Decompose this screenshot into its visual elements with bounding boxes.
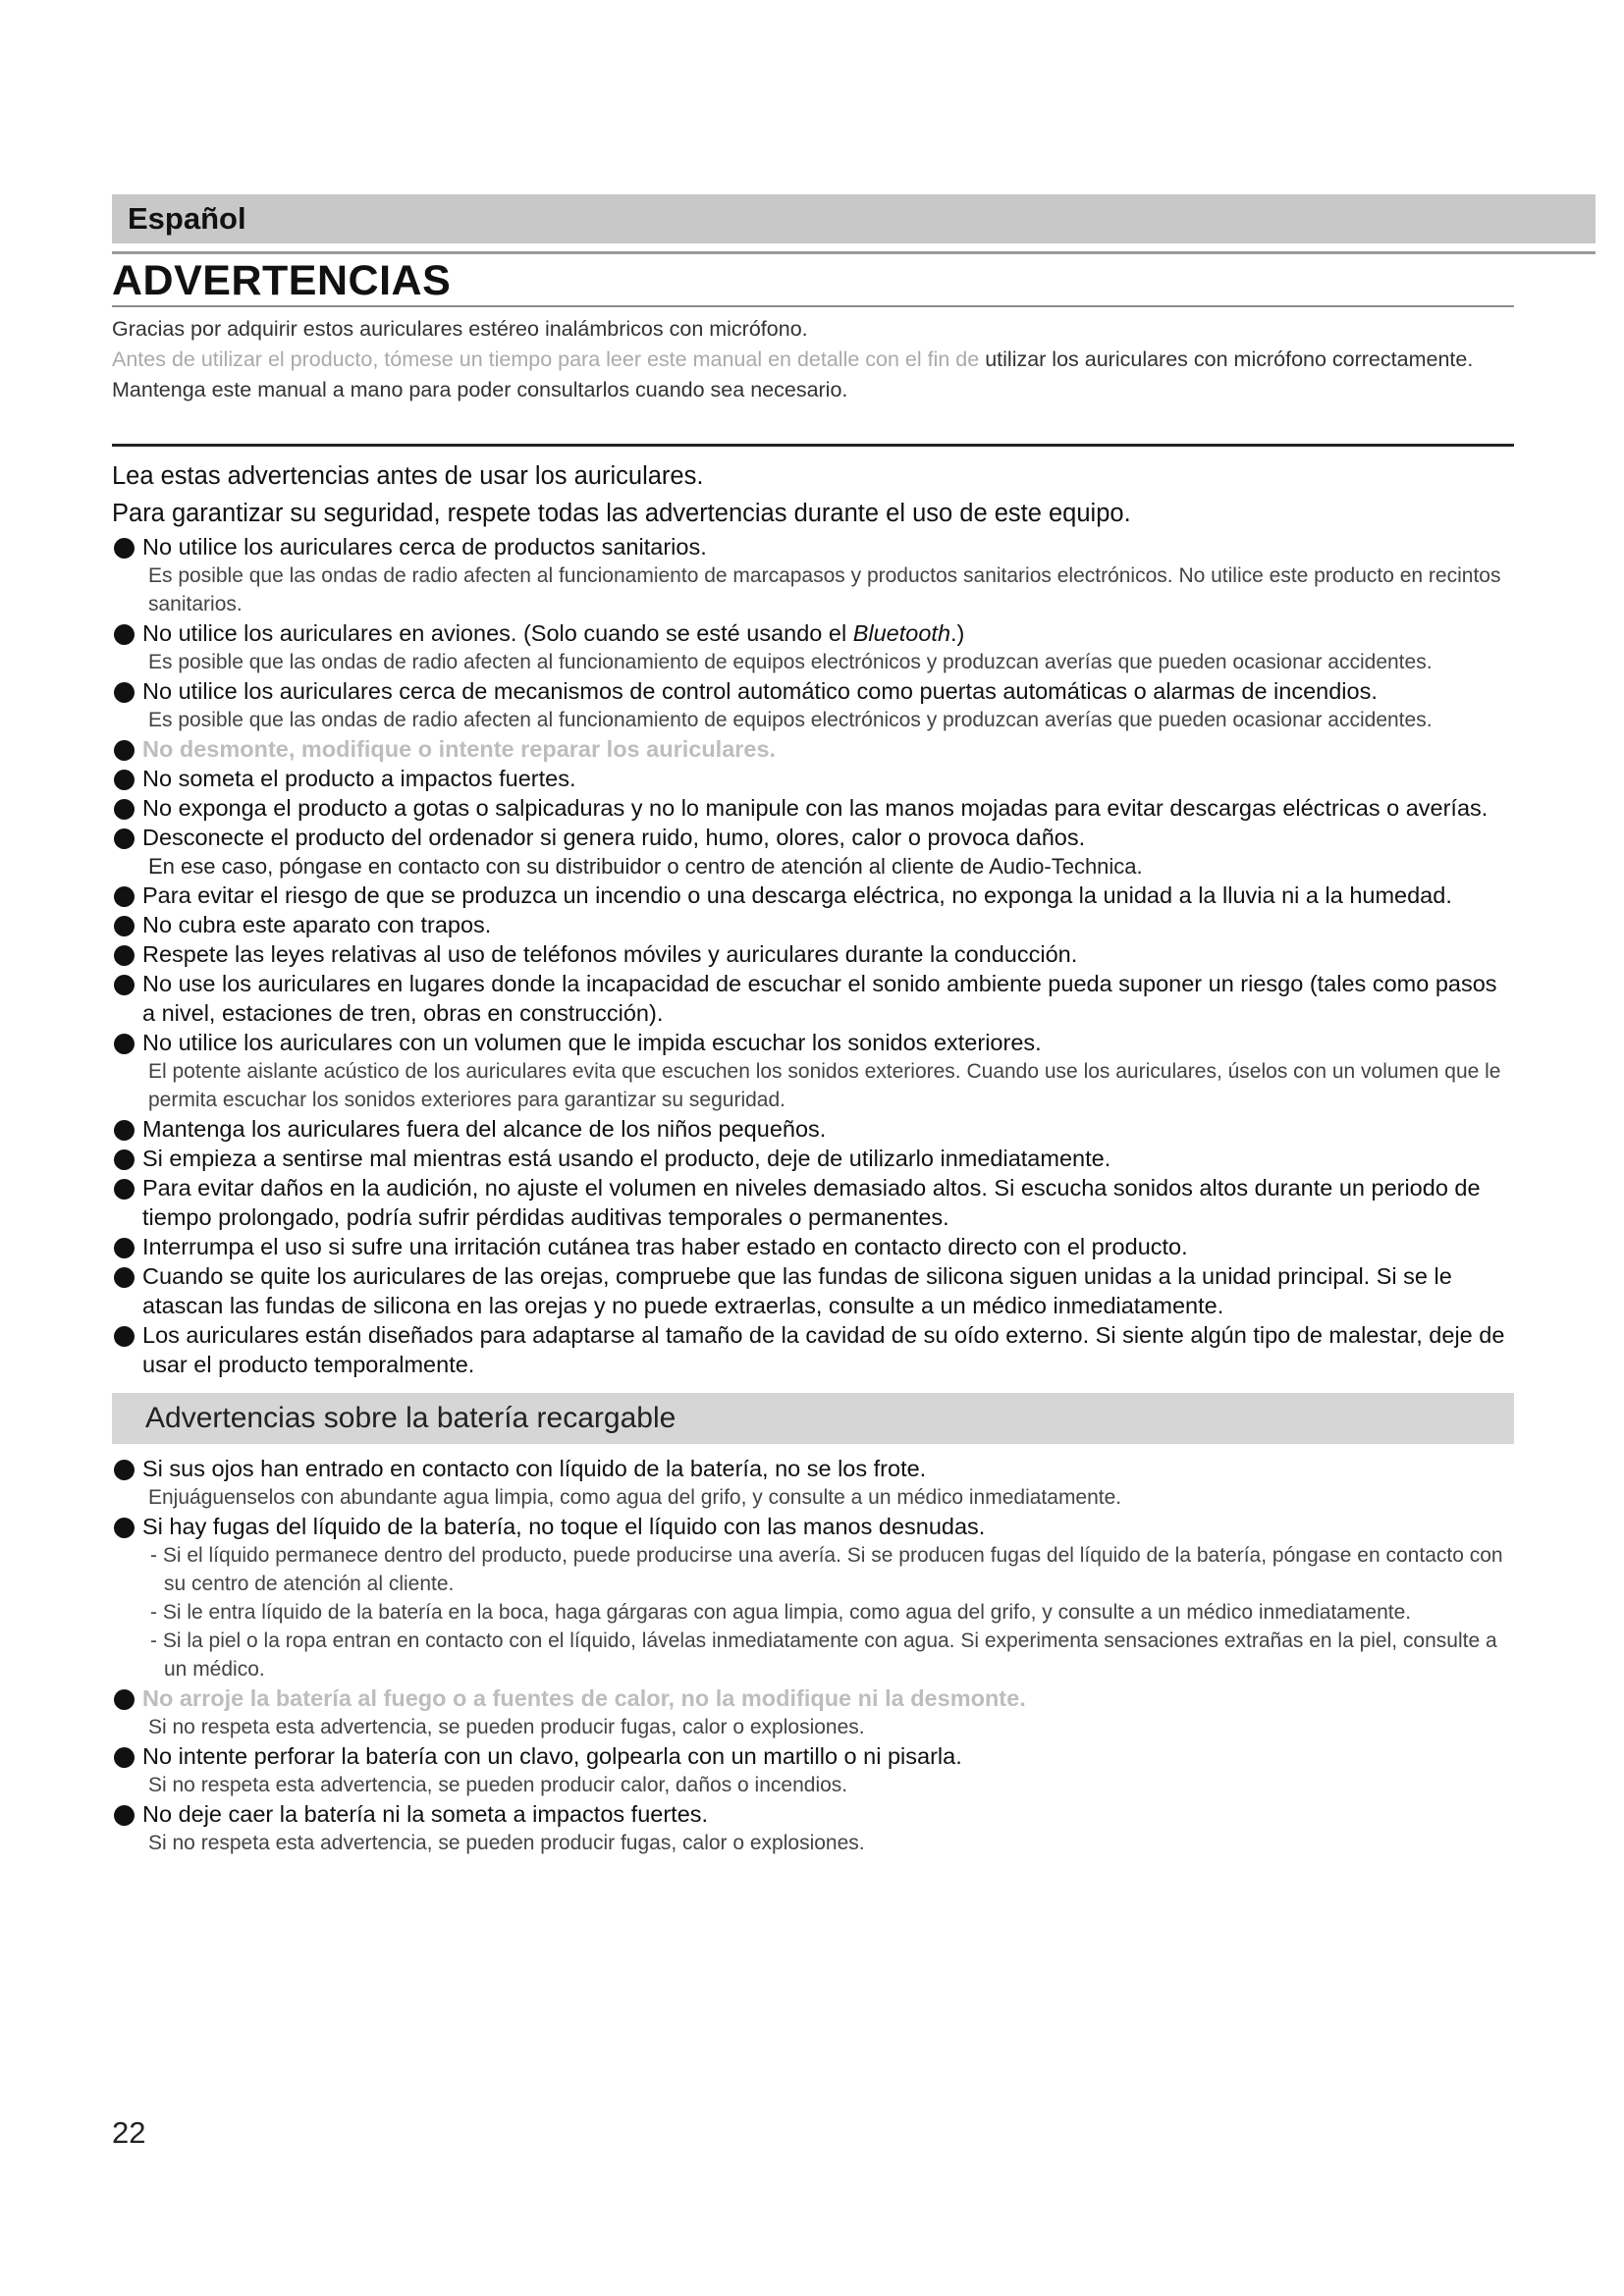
warning-heading: No deje caer la batería ni la someta a impactos fuertes. bbox=[142, 1801, 709, 1827]
warning-item bbox=[112, 532, 1516, 618]
warning-description: Es posible que las ondas de radio afecten al funcionamiento de equipos electrónicos y produzcan averías que pueden ocasionar accidentes. bbox=[148, 651, 1433, 673]
warning-item bbox=[112, 1320, 1516, 1379]
warning-item bbox=[112, 1144, 1516, 1173]
bullet-icon bbox=[114, 916, 135, 936]
bullet-icon bbox=[114, 1689, 135, 1710]
warning-item bbox=[112, 939, 1516, 969]
warning-item bbox=[112, 823, 1516, 881]
bullet-icon bbox=[114, 945, 135, 966]
warning-item bbox=[112, 969, 1516, 1028]
warning-description: Si no respeta esta advertencia, se pueden producir fugas, calor o explosiones. bbox=[148, 1716, 865, 1738]
warning-description: Enjuáguenselos con abundante agua limpia, como agua del grifo, y consulte a un médico inmediatamente. bbox=[148, 1486, 1122, 1509]
bullet-icon bbox=[114, 682, 135, 703]
bullet-icon bbox=[114, 799, 135, 820]
bullet-icon bbox=[114, 624, 135, 645]
bullet-icon bbox=[114, 1518, 135, 1538]
language-rule bbox=[112, 251, 1596, 254]
warning-heading: Para evitar el riesgo de que se produzca un incendio o una descarga eléctrica, no exponga la unidad a la lluvia ni a la humedad. bbox=[142, 882, 1452, 908]
warning-heading: No desmonte, modifique o intente reparar los auriculares. bbox=[142, 736, 777, 762]
warnings-body bbox=[112, 457, 1516, 1857]
warning-heading: Para evitar daños en la audición, no ajuste el volumen en niveles demasiado altos. Si escucha sonidos altos durante un periodo de tiempo prolongado, podría sufrir pérdidas auditivas temporales o permanentes. bbox=[142, 1175, 1481, 1230]
intro-paragraph bbox=[112, 314, 1496, 405]
warning-subpoint: - Si la piel o la ropa entran en contacto con el líquido, lávelas inmediatamente con agua. Si experimenta sensaciones extrañas en la piel, consulte a un médico. bbox=[150, 1629, 1497, 1681]
warning-heading-end: .) bbox=[950, 620, 965, 646]
warning-heading: Los auriculares están diseñados para adaptarse al tamaño de la cavidad de su oído externo. Si siente algún tipo de malestar, deje de usar el producto temporalmente. bbox=[142, 1322, 1505, 1377]
warning-item bbox=[112, 910, 1516, 939]
warning-item bbox=[112, 1261, 1516, 1320]
battery-section-header bbox=[112, 1393, 1514, 1444]
intro-line-3: Mantenga este manual a mano para poder consultarlos cuando sea necesario. bbox=[112, 378, 848, 401]
warning-item bbox=[112, 764, 1516, 793]
bullet-icon bbox=[114, 886, 135, 907]
language-label: Español bbox=[128, 201, 246, 236]
bullet-icon bbox=[114, 1267, 135, 1288]
bullet-icon bbox=[114, 1460, 135, 1480]
warning-heading: No arroje la batería al fuego o a fuentes de calor, no la modifique ni la desmonte. bbox=[142, 1685, 1026, 1711]
warning-subpoint: - Si le entra líquido de la batería en la boca, haga gárgaras con agua limpia, como agua del grifo, y consulte a un médico inmediatamente. bbox=[150, 1601, 1412, 1624]
warning-item bbox=[112, 1232, 1516, 1261]
warning-item bbox=[112, 1114, 1516, 1144]
bullet-icon bbox=[114, 1805, 135, 1826]
intro-line-2-rest: utilizar los auriculares con micrófono correctamente. bbox=[979, 347, 1474, 371]
warning-heading: Interrumpa el uso si sufre una irritación cutánea tras haber estado en contacto directo con el producto. bbox=[142, 1234, 1188, 1259]
warning-heading: Cuando se quite los auriculares de las orejas, compruebe que las fundas de silicona siguen unidas a la unidad principal. Si se le atascan las fundas de silicona en las orejas y no puede extraerlas, consulte a un médico inmediatamente. bbox=[142, 1263, 1452, 1318]
bluetooth-term: Bluetooth bbox=[852, 620, 951, 646]
title-rule bbox=[112, 305, 1514, 307]
bullet-icon bbox=[114, 1326, 135, 1347]
warning-heading: Respete las leyes relativas al uso de teléfonos móviles y auriculares durante la conducción. bbox=[142, 941, 1078, 967]
lead-line-1: Lea estas advertencias antes de usar los auriculares. bbox=[112, 462, 704, 490]
bullet-icon bbox=[114, 828, 135, 849]
warning-heading: Mantenga los auriculares fuera del alcance de los niños pequeños. bbox=[142, 1116, 827, 1142]
warning-item bbox=[112, 618, 1516, 676]
warning-heading: Desconecte el producto del ordenador si genera ruido, humo, olores, calor o provoca daños. bbox=[142, 825, 1086, 850]
warning-item bbox=[112, 793, 1516, 823]
warning-item bbox=[112, 1173, 1516, 1232]
bullet-icon bbox=[114, 975, 135, 995]
warning-heading: No utilice los auriculares cerca de productos sanitarios. bbox=[142, 534, 707, 560]
battery-warning-item bbox=[112, 1741, 1516, 1799]
language-header-bar bbox=[112, 194, 1596, 243]
bullet-icon bbox=[114, 1747, 135, 1768]
warning-heading: No intente perforar la batería con un clavo, golpearla con un martillo o ni pisarla. bbox=[142, 1743, 962, 1769]
page-number: 22 bbox=[112, 2115, 146, 2150]
warning-heading: Si empieza a sentirse mal mientras está usando el producto, deje de utilizarlo inmediatamente. bbox=[142, 1146, 1111, 1171]
warning-description: Es posible que las ondas de radio afecten al funcionamiento de marcapasos y productos sanitarios electrónicos. No utilice este producto en recintos sanitarios. bbox=[148, 564, 1501, 615]
battery-warning-item bbox=[112, 1512, 1516, 1683]
warning-description: Si no respeta esta advertencia, se pueden producir calor, daños o incendios. bbox=[148, 1774, 848, 1796]
warning-heading: No utilice los auriculares cerca de mecanismos de control automático como puertas automáticas o alarmas de incendios. bbox=[142, 678, 1378, 704]
bullet-icon bbox=[114, 538, 135, 559]
warning-description: Si no respeta esta advertencia, se pueden producir fugas, calor o explosiones. bbox=[148, 1832, 865, 1854]
warning-item bbox=[112, 881, 1516, 910]
intro-line-2 bbox=[112, 345, 1496, 375]
warning-item bbox=[112, 734, 1516, 764]
battery-warning-item bbox=[112, 1454, 1516, 1512]
warning-heading: No someta el producto a impactos fuertes. bbox=[142, 766, 576, 791]
warning-description: En ese caso, póngase en contacto con su distribuidor o centro de atención al cliente de Audio-Technica. bbox=[148, 854, 1143, 879]
warning-heading bbox=[142, 618, 1516, 648]
warning-description: El potente aislante acústico de los auriculares evita que escuchen los sonidos exteriores. Cuando use los auriculares, úselos con un volumen que le permita escuchar los sonidos exteriores para garantizar su seguridad. bbox=[148, 1060, 1501, 1111]
intro-line-2-faded: Antes de utilizar el producto, tómese un tiempo para leer este manual en detalle con el fin de bbox=[112, 347, 980, 371]
warning-subpoint: - Si el líquido permanece dentro del producto, puede producirse una avería. Si se producen fugas del líquido de la batería, póngase en contacto con su centro de atención al cliente. bbox=[150, 1544, 1503, 1595]
battery-section-title: Advertencias sobre la batería recargable bbox=[145, 1402, 677, 1434]
warning-list bbox=[112, 532, 1516, 1379]
bullet-icon bbox=[114, 740, 135, 761]
bullet-icon bbox=[114, 1149, 135, 1170]
battery-warning-item bbox=[112, 1799, 1516, 1857]
warning-heading: Si hay fugas del líquido de la batería, no toque el líquido con las manos desnudas. bbox=[142, 1514, 986, 1539]
warning-heading-text: No utilice los auriculares en aviones. (Solo cuando se esté usando el bbox=[142, 620, 853, 646]
battery-warning-list bbox=[112, 1454, 1516, 1857]
bullet-icon bbox=[114, 1179, 135, 1200]
bullet-icon bbox=[114, 770, 135, 790]
section-divider bbox=[112, 444, 1514, 447]
warning-heading: No exponga el producto a gotas o salpicaduras y no lo manipule con las manos mojadas para evitar descargas eléctricas o averías. bbox=[142, 795, 1489, 821]
warning-item bbox=[112, 1028, 1516, 1114]
battery-warning-item bbox=[112, 1683, 1516, 1741]
warning-heading: No utilice los auriculares con un volumen que le impida escuchar los sonidos exteriores. bbox=[142, 1030, 1042, 1055]
warning-item bbox=[112, 676, 1516, 734]
bullet-icon bbox=[114, 1238, 135, 1258]
bullet-icon bbox=[114, 1120, 135, 1141]
page-title: ADVERTENCIAS bbox=[112, 257, 452, 304]
intro-line-1: Gracias por adquirir estos auriculares estéreo inalámbricos con micrófono. bbox=[112, 317, 808, 341]
lead-line-2: Para garantizar su seguridad, respete todas las advertencias durante el uso de este equipo. bbox=[112, 500, 1131, 527]
warning-heading: No use los auriculares en lugares donde la incapacidad de escuchar el sonido ambiente pueda suponer un riesgo (tales como pasos a nivel, estaciones de tren, obras en construcción). bbox=[142, 971, 1497, 1026]
warning-heading: No cubra este aparato con trapos. bbox=[142, 912, 492, 937]
bullet-icon bbox=[114, 1034, 135, 1054]
warning-heading: Si sus ojos han entrado en contacto con líquido de la batería, no se los frote. bbox=[142, 1456, 927, 1481]
warning-description: Es posible que las ondas de radio afecten al funcionamiento de equipos electrónicos y produzcan averías que pueden ocasionar accidentes. bbox=[148, 709, 1433, 731]
